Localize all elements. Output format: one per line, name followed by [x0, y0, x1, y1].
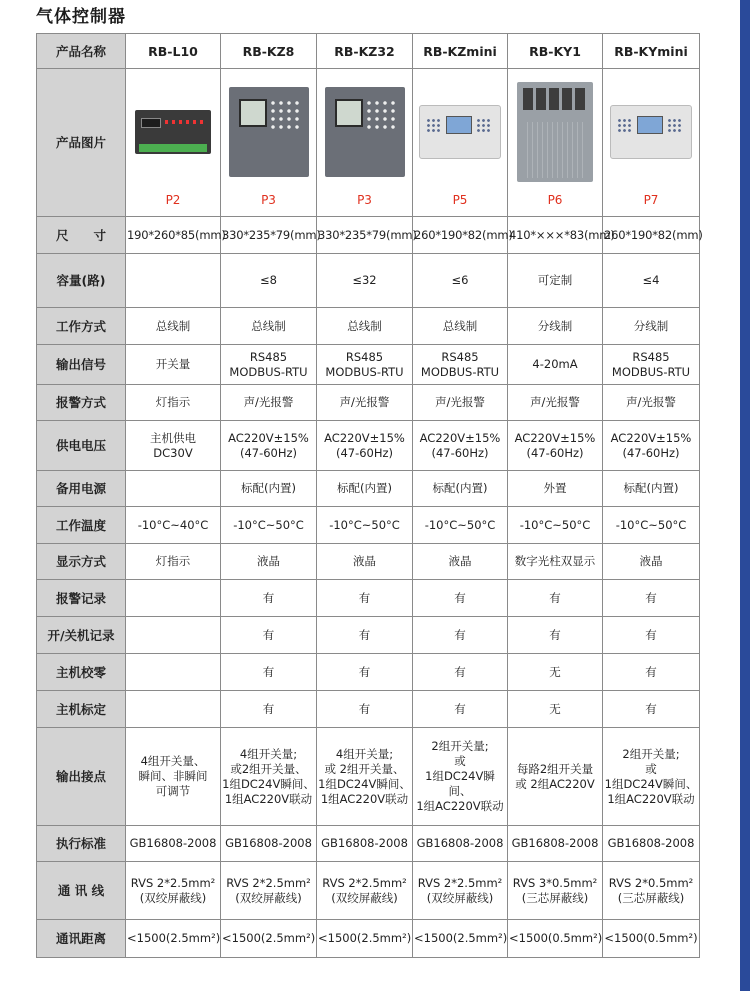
table-row	[37, 826, 700, 862]
header-cell: RB-KZ8	[221, 34, 317, 69]
table-row	[37, 617, 700, 654]
row-label: 开/关机记录	[37, 617, 126, 654]
table-cell	[126, 580, 221, 617]
table-cell: GB16808-2008	[126, 826, 221, 862]
table-cell: <1500(0.5mm²)	[603, 920, 700, 958]
table-cell: 数字光柱双显示	[508, 544, 603, 580]
product-image-cell	[221, 69, 317, 217]
table-cell: GB16808-2008	[221, 826, 317, 862]
table-row	[37, 217, 700, 254]
table-cell: 总线制	[126, 308, 221, 345]
product-image-cell	[317, 69, 413, 217]
table-cell: 声/光报警	[508, 385, 603, 421]
header-row	[37, 34, 700, 69]
table-cell: 液晶	[221, 544, 317, 580]
table-cell: 260*190*82(mm)	[413, 217, 508, 254]
row-label: 备用电源	[37, 471, 126, 507]
table-row	[37, 254, 700, 308]
table-cell: 有	[603, 691, 700, 728]
table-cell: RVS 2*2.5mm² (双绞屏蔽线)	[126, 862, 221, 920]
table-cell: GB16808-2008	[413, 826, 508, 862]
table-cell: RS485 MODBUS-RTU	[317, 345, 413, 385]
table-row	[37, 421, 700, 471]
table-cell: 有	[413, 691, 508, 728]
row-label: 工作方式	[37, 308, 126, 345]
header-cell: RB-KY1	[508, 34, 603, 69]
product-image-cell	[126, 69, 221, 217]
row-label: 尺 寸	[37, 217, 126, 254]
table-cell: RS485 MODBUS-RTU	[221, 345, 317, 385]
table-row	[37, 580, 700, 617]
table-cell	[126, 617, 221, 654]
table-row	[37, 385, 700, 421]
row-label: 输出信号	[37, 345, 126, 385]
table-cell: 液晶	[603, 544, 700, 580]
row-label: 输出接点	[37, 728, 126, 826]
table-cell: 有	[603, 617, 700, 654]
table-row	[37, 308, 700, 345]
image-row	[37, 69, 700, 217]
table-cell: 有	[317, 654, 413, 691]
table-cell	[126, 691, 221, 728]
table-row	[37, 471, 700, 507]
table-cell: 有	[221, 617, 317, 654]
table-cell: 有	[413, 617, 508, 654]
table-cell: 液晶	[317, 544, 413, 580]
table-row	[37, 654, 700, 691]
table-cell	[126, 654, 221, 691]
table-cell: -10°C~40°C	[126, 507, 221, 544]
table-cell: 无	[508, 691, 603, 728]
table-cell: 总线制	[413, 308, 508, 345]
table-cell: AC220V±15% (47-60Hz)	[317, 421, 413, 471]
row-label: 通讯距离	[37, 920, 126, 958]
table-cell	[126, 471, 221, 507]
table-cell: 总线制	[221, 308, 317, 345]
table-row	[37, 862, 700, 920]
table-row	[37, 691, 700, 728]
table-cell: AC220V±15% (47-60Hz)	[603, 421, 700, 471]
table-cell: 330*235*79(mm)	[221, 217, 317, 254]
table-cell: 标配(内置)	[413, 471, 508, 507]
table-cell: 有	[413, 654, 508, 691]
rb-l10-device-image	[135, 110, 211, 154]
table-cell: 灯指示	[126, 544, 221, 580]
table-row	[37, 728, 700, 826]
table-cell: <1500(2.5mm²)	[413, 920, 508, 958]
table-cell: 声/光报警	[413, 385, 508, 421]
table-row	[37, 345, 700, 385]
table-cell: -10°C~50°C	[221, 507, 317, 544]
table-cell: 有	[317, 617, 413, 654]
table-cell: 有	[603, 654, 700, 691]
table-cell: 开关量	[126, 345, 221, 385]
row-label: 工作温度	[37, 507, 126, 544]
table-cell: 分线制	[508, 308, 603, 345]
table-cell: 标配(内置)	[221, 471, 317, 507]
table-cell: 有	[221, 691, 317, 728]
rb-ky1-device-image	[517, 82, 593, 182]
page-ref: P3	[261, 193, 276, 207]
table-cell: 灯指示	[126, 385, 221, 421]
table-cell: GB16808-2008	[603, 826, 700, 862]
table-cell: 外置	[508, 471, 603, 507]
product-image-cell	[603, 69, 700, 217]
row-label: 显示方式	[37, 544, 126, 580]
product-image-cell	[508, 69, 603, 217]
table-cell: -10°C~50°C	[413, 507, 508, 544]
table-cell: RVS 2*0.5mm² (三芯屏蔽线)	[603, 862, 700, 920]
table-cell	[126, 254, 221, 308]
row-label: 主机校零	[37, 654, 126, 691]
table-cell: 可定制	[508, 254, 603, 308]
table-cell: 4组开关量; 或 2组开关量、 1组DC24V瞬间、 1组AC220V联动	[317, 728, 413, 826]
table-cell: RVS 3*0.5mm² (三芯屏蔽线)	[508, 862, 603, 920]
table-cell: RVS 2*2.5mm² (双绞屏蔽线)	[413, 862, 508, 920]
header-cell: RB-KYmini	[603, 34, 700, 69]
spec-table	[36, 33, 703, 958]
table-cell: 声/光报警	[317, 385, 413, 421]
table-cell: 标配(内置)	[317, 471, 413, 507]
side-accent-bar	[740, 0, 750, 991]
table-cell: 190*260*85(mm)	[126, 217, 221, 254]
table-cell: -10°C~50°C	[603, 507, 700, 544]
table-cell: 4-20mA	[508, 345, 603, 385]
table-row	[37, 544, 700, 580]
table-cell: ≤8	[221, 254, 317, 308]
table-row	[37, 920, 700, 958]
rb-kz8-device-image	[229, 87, 309, 177]
row-label: 产品图片	[37, 69, 126, 217]
table-cell: 声/光报警	[221, 385, 317, 421]
page-ref: P5	[452, 193, 468, 207]
row-label: 供电电压	[37, 421, 126, 471]
table-cell: RS485 MODBUS-RTU	[603, 345, 700, 385]
table-cell: 有	[317, 691, 413, 728]
table-cell: ≤6	[413, 254, 508, 308]
table-cell: 有	[221, 580, 317, 617]
table-cell: 无	[508, 654, 603, 691]
table-cell: 2组开关量; 或 1组DC24V瞬间、 1组AC220V联动	[603, 728, 700, 826]
table-cell: AC220V±15% (47-60Hz)	[221, 421, 317, 471]
table-cell: GB16808-2008	[508, 826, 603, 862]
table-cell: AC220V±15% (47-60Hz)	[413, 421, 508, 471]
page-ref: P2	[165, 193, 181, 207]
row-label: 主机标定	[37, 691, 126, 728]
table-cell: <1500(0.5mm²)	[508, 920, 603, 958]
table-cell: ≤4	[603, 254, 700, 308]
table-cell: 4组开关量; 或2组开关量、 1组DC24V瞬间、 1组AC220V联动	[221, 728, 317, 826]
header-cell: RB-L10	[126, 34, 221, 69]
table-cell: 有	[603, 580, 700, 617]
header-cell: 产品名称	[37, 34, 126, 69]
header-cell: RB-KZ32	[317, 34, 413, 69]
table-cell: -10°C~50°C	[508, 507, 603, 544]
table-cell: 每路2组开关量 或 2组AC220V	[508, 728, 603, 826]
table-cell: 总线制	[317, 308, 413, 345]
table-cell: <1500(2.5mm²)	[221, 920, 317, 958]
table-cell: ≤32	[317, 254, 413, 308]
table-cell: 分线制	[603, 308, 700, 345]
table-cell: RVS 2*2.5mm² (双绞屏蔽线)	[317, 862, 413, 920]
table-cell: GB16808-2008	[317, 826, 413, 862]
table-cell: 有	[221, 654, 317, 691]
row-label: 报警记录	[37, 580, 126, 617]
table-cell: 液晶	[413, 544, 508, 580]
table-cell: 有	[508, 580, 603, 617]
page-ref: P7	[643, 193, 659, 207]
table-cell: 有	[413, 580, 508, 617]
table-cell: -10°C~50°C	[317, 507, 413, 544]
row-label: 容量(路)	[37, 254, 126, 308]
table-cell: RVS 2*2.5mm² (双绞屏蔽线)	[221, 862, 317, 920]
rb-kz32-device-image	[325, 87, 405, 177]
page-title: 气体控制器	[36, 7, 126, 27]
header-cell: RB-KZmini	[413, 34, 508, 69]
table-cell: 有	[317, 580, 413, 617]
table-cell: 330*235*79(mm)	[317, 217, 413, 254]
row-label: 报警方式	[37, 385, 126, 421]
page-ref: P3	[357, 193, 372, 207]
table-cell: RS485 MODBUS-RTU	[413, 345, 508, 385]
table-cell: 声/光报警	[603, 385, 700, 421]
table-row	[37, 507, 700, 544]
row-label: 通 讯 线	[37, 862, 126, 920]
rb-kzmini-device-image	[419, 105, 501, 159]
table-cell: <1500(2.5mm²)	[126, 920, 221, 958]
table-cell: AC220V±15% (47-60Hz)	[508, 421, 603, 471]
table-cell: 260*190*82(mm)	[603, 217, 700, 254]
table-cell: 4组开关量、 瞬间、非瞬间 可调节	[126, 728, 221, 826]
table-cell: 有	[508, 617, 603, 654]
product-image-cell	[413, 69, 508, 217]
row-label: 执行标准	[37, 826, 126, 862]
table-cell: 标配(内置)	[603, 471, 700, 507]
table-cell: 410*×××*83(mm)	[508, 217, 603, 254]
table-cell: <1500(2.5mm²)	[317, 920, 413, 958]
page-ref: P6	[547, 193, 563, 207]
table-cell: 2组开关量; 或 1组DC24V瞬间、 1组AC220V联动	[413, 728, 508, 826]
table-cell: 主机供电 DC30V	[126, 421, 221, 471]
rb-kymini-device-image	[610, 105, 692, 159]
